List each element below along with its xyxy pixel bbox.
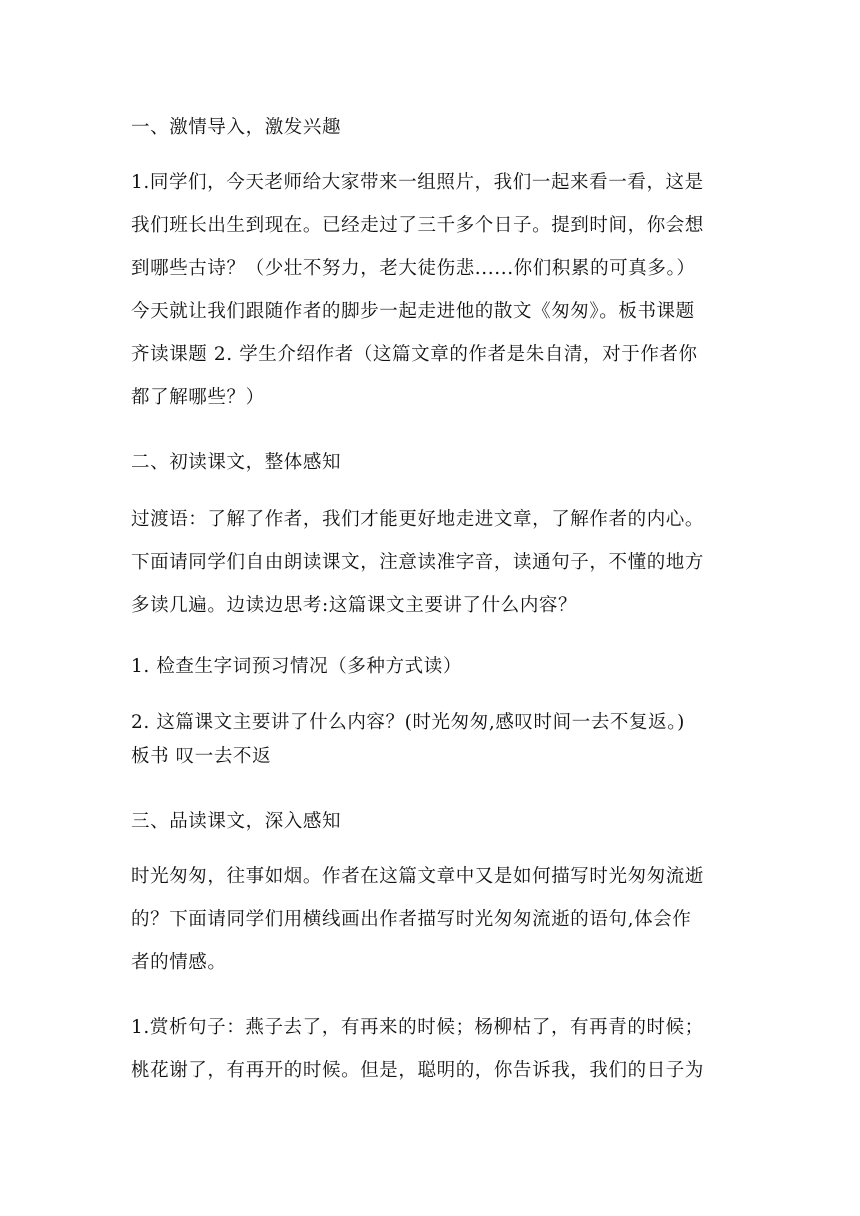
text-line: 到哪些古诗？（少壮不努力，老大徒伤悲......你们积累的可真多。） — [131, 258, 696, 279]
text-line: 1.同学们，今天老师给大家带来一组照片，我们一起来看一看，这是 — [131, 172, 704, 193]
heading-section-2 — [131, 446, 731, 480]
paragraph-item-2 — [131, 706, 731, 774]
text-line: 时光匆匆，往事如烟。作者在这篇文章中又是如何描写时光匆匆流逝 — [131, 866, 705, 887]
text-line: 板书 叹一去不返 — [131, 746, 272, 767]
paragraph-item-1 — [131, 650, 731, 684]
text-line: 者的情感。 — [131, 952, 227, 973]
heading-section-1 — [131, 111, 731, 145]
text-line: 三、品读课文，深入感知 — [131, 811, 342, 832]
text-line: 下面请同学们自由朗读课文，注意读准字音，读通句子，不懂的地方 — [131, 552, 705, 573]
text-line: 二、初读课文，整体感知 — [131, 452, 342, 473]
text-line: 桃花谢了，有再开的时候。但是，聪明的，你告诉我，我们的日子为 — [131, 1060, 705, 1081]
text-line: 2. 这篇课文主要讲了什么内容？(时光匆匆,感叹时间一去不复返。) — [131, 712, 685, 733]
heading-section-3 — [131, 805, 731, 839]
paragraph-introduction — [131, 166, 731, 415]
text-line: 我们班长出生到现在。已经走过了三千多个日子。提到时间，你会想 — [131, 215, 705, 236]
text-line: 1.赏析句子：燕子去了，有再来的时候；杨柳枯了，有再青的时候； — [131, 1017, 704, 1038]
text-line: 都了解哪些？） — [131, 387, 265, 408]
paragraph-sentence-analysis — [131, 1011, 731, 1088]
text-line: 1. 检查生字词预习情况（多种方式读） — [131, 656, 462, 677]
text-line: 一、激情导入，激发兴趣 — [131, 117, 342, 138]
paragraph-transition — [131, 503, 731, 623]
text-line: 多读几遍。边读边思考:这篇课文主要讲了什么内容？ — [131, 595, 578, 616]
text-line: 齐读课题 2. 学生介绍作者（这篇文章的作者是朱自清，对于作者你 — [131, 344, 698, 365]
paragraph-time-passing — [131, 860, 731, 980]
text-line: 的？下面请同学们用横线画出作者描写时光匆匆流逝的语句,体会作 — [131, 909, 692, 930]
text-line: 今天就让我们跟随作者的脚步一起走进他的散文《匆匆》。板书课题 — [131, 301, 695, 322]
text-line: 过渡语：了解了作者，我们才能更好地走进文章，了解作者的内心。 — [131, 509, 705, 530]
